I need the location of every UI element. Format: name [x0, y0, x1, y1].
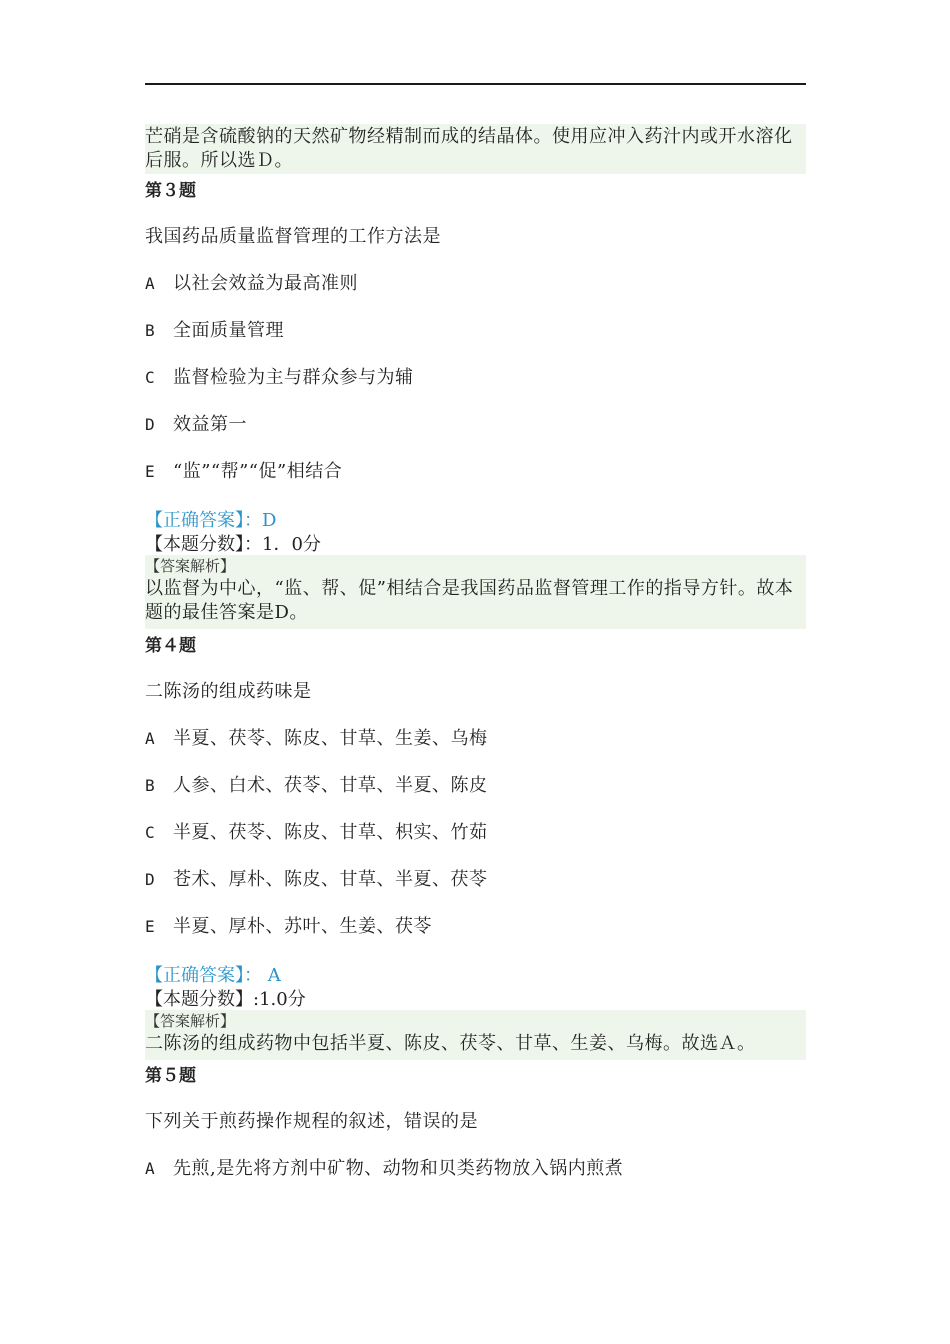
q3-option-b[interactable] — [145, 316, 284, 342]
option-text: 以社会效益为最高准则 — [173, 273, 358, 294]
q5-title: 第５题 — [145, 1066, 196, 1086]
option-letter: A — [145, 274, 156, 293]
q3-option-c[interactable] — [145, 363, 414, 389]
option-text: 人参、白术、茯苓、甘草、半夏、陈皮 — [173, 775, 488, 796]
option-text: 半夏、茯苓、陈皮、甘草、枳实、竹茹 — [173, 822, 488, 843]
option-letter: B — [145, 321, 156, 340]
option-text: 苍术、厚朴、陈皮、甘草、半夏、茯苓 — [173, 869, 488, 890]
q4-option-a[interactable] — [145, 724, 488, 750]
option-text: 半夏、厚朴、苏叶、生姜、茯苓 — [173, 916, 432, 937]
option-text: 效益第一 — [173, 414, 247, 435]
q4-option-d[interactable] — [145, 865, 488, 891]
q3-option-e[interactable] — [145, 457, 342, 483]
option-letter: A — [145, 729, 156, 748]
q3-stem: 我国药品质量监督管理的工作方法是 — [145, 226, 441, 247]
q5-stem: 下列关于煎药操作规程的叙述，错误的是 — [145, 1111, 478, 1132]
q4-title: 第４题 — [145, 636, 196, 656]
option-text: 监督检验为主与群众参与为辅 — [173, 367, 414, 388]
q4-option-b[interactable] — [145, 771, 488, 797]
q4-analysis — [145, 1010, 806, 1060]
q3-correct-answer: 【正确答案】：D — [145, 510, 277, 531]
q4-option-c[interactable] — [145, 818, 488, 844]
q4-correct-answer: 【正确答案】： A — [145, 965, 281, 986]
option-text: 先煎,是先将方剂中矿物、动物和贝类药物放入锅内煎煮 — [173, 1158, 624, 1179]
header-rule — [145, 83, 806, 85]
option-text: 全面质量管理 — [173, 320, 284, 341]
option-letter: B — [145, 776, 156, 795]
option-text: “监”“帮”“促”相结合 — [173, 461, 343, 482]
q3-analysis-label: 【答案解析】 — [145, 557, 236, 575]
q3-score: 【本题分数】：1．0分 — [145, 534, 321, 555]
q3-option-d[interactable] — [145, 410, 247, 436]
q2-analysis — [145, 124, 806, 174]
q4-stem: 二陈汤的组成药味是 — [145, 681, 312, 702]
q4-option-e[interactable] — [145, 912, 432, 938]
option-letter: A — [145, 1159, 156, 1178]
option-text: 半夏、茯苓、陈皮、甘草、生姜、乌梅 — [173, 728, 488, 749]
option-letter: C — [145, 823, 156, 842]
option-letter: C — [145, 368, 156, 387]
option-letter: D — [145, 870, 156, 889]
q3-option-a[interactable] — [145, 269, 358, 295]
q3-analysis-text: 以监督为中心，“监、帮、促”相结合是我国药品监督管理工作的指导方针。故本题的最佳答案是D。 — [145, 578, 794, 623]
option-letter: E — [145, 917, 156, 936]
q2-analysis-text: 芒硝是含硫酸钠的天然矿物经精制而成的结晶体。使用应冲入药汁内或开水溶化后服。所以选Ｄ。 — [145, 126, 793, 171]
q3-title: 第３题 — [145, 181, 196, 201]
q4-analysis-label: 【答案解析】 — [145, 1012, 236, 1030]
option-letter: E — [145, 462, 156, 481]
q5-option-a[interactable] — [145, 1154, 623, 1180]
option-letter: D — [145, 415, 156, 434]
q3-analysis — [145, 555, 806, 629]
q4-score: 【本题分数】:1.0分 — [145, 989, 306, 1010]
q4-analysis-text: 二陈汤的组成药物中包括半夏、陈皮、茯苓、甘草、生姜、乌梅。故选Ａ。 — [145, 1033, 756, 1054]
